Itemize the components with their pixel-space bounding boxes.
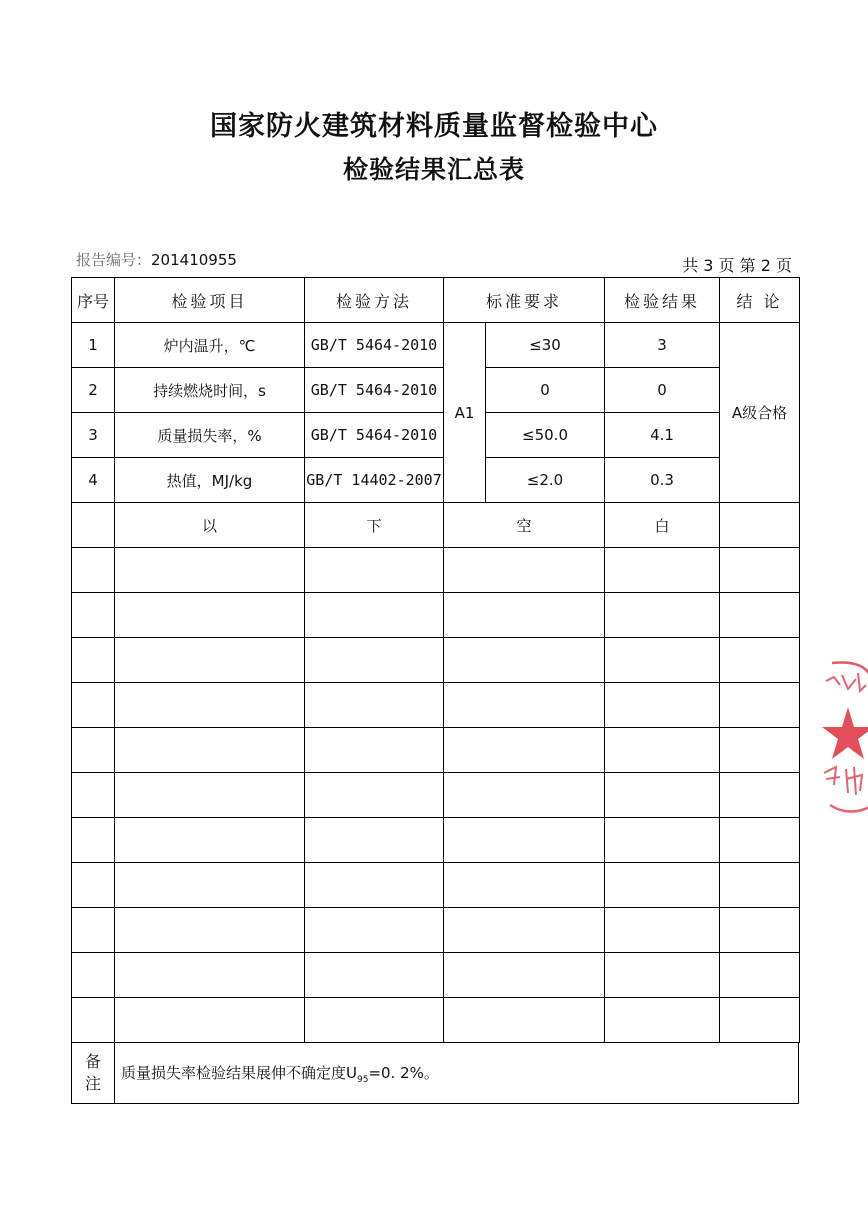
empty-row: [72, 593, 800, 638]
row-no: 4: [72, 458, 115, 503]
blank-marker-row: [72, 503, 800, 548]
empty-row: [72, 773, 800, 818]
notes-table: [71, 1042, 799, 1104]
row-requirement: ≤30: [486, 323, 605, 368]
col-header-no: 序号: [72, 278, 115, 323]
col-header-method: 检验方法: [305, 278, 444, 323]
notes-label: 备 注: [72, 1043, 115, 1104]
conclusion-cell: A级合格: [720, 323, 800, 503]
row-result: 3: [605, 323, 720, 368]
empty-row: [72, 863, 800, 908]
col-header-requirement: 标准要求: [444, 278, 605, 323]
col-header-item: 检验项目: [115, 278, 305, 323]
page-info: 共 3 页 第 2 页: [682, 256, 792, 275]
row-item: 质量损失率，%: [115, 413, 305, 458]
row-item: 炉内温升，℃: [115, 323, 305, 368]
row-requirement: ≤50.0: [486, 413, 605, 458]
blank-word: 下: [305, 503, 444, 548]
empty-row: [72, 638, 800, 683]
blank-word: 空: [444, 503, 605, 548]
official-seal-stamp-icon: [818, 655, 868, 825]
row-no: 3: [72, 413, 115, 458]
notes-text: 质量损失率检验结果展伸不确定度$U_{95}=0$. 2%。: [115, 1043, 799, 1104]
col-header-result: 检验结果: [605, 278, 720, 323]
row-result: 0: [605, 368, 720, 413]
table-row: [72, 413, 800, 458]
row-requirement: ≤2.0: [486, 458, 605, 503]
table-row: [72, 368, 800, 413]
col-header-conclusion: 结 论: [720, 278, 800, 323]
row-item: 热值，MJ/kg: [115, 458, 305, 503]
blank-word: 白: [605, 503, 720, 548]
row-item: 持续燃烧时间，s: [115, 368, 305, 413]
row-no: 1: [72, 323, 115, 368]
document-subtitle: 检验结果汇总表: [342, 155, 525, 184]
document-title: 国家防火建筑材料质量监督检验中心: [210, 111, 658, 142]
table-header-row: [72, 278, 800, 323]
blank-word: 以: [115, 503, 305, 548]
report-number-value: 201410955: [151, 251, 237, 269]
table-row: [72, 323, 800, 368]
std-class-cell: A1: [444, 323, 486, 503]
empty-row: [72, 908, 800, 953]
empty-row: [72, 548, 800, 593]
report-number: [76, 249, 237, 270]
empty-row: [72, 683, 800, 728]
empty-row: [72, 728, 800, 773]
empty-row: [72, 818, 800, 863]
row-result: 4.1: [605, 413, 720, 458]
row-result: 0.3: [605, 458, 720, 503]
row-method: GB/T 5464-2010: [305, 323, 444, 368]
empty-row: [72, 998, 800, 1043]
row-no: 2: [72, 368, 115, 413]
row-method: GB/T 14402-2007: [305, 458, 444, 503]
empty-row: [72, 953, 800, 998]
report-number-label: 报告编号：: [76, 251, 152, 269]
row-requirement: 0: [486, 368, 605, 413]
results-table: [71, 277, 800, 1043]
table-row: [72, 458, 800, 503]
row-method: GB/T 5464-2010: [305, 368, 444, 413]
row-method: GB/T 5464-2010: [305, 413, 444, 458]
